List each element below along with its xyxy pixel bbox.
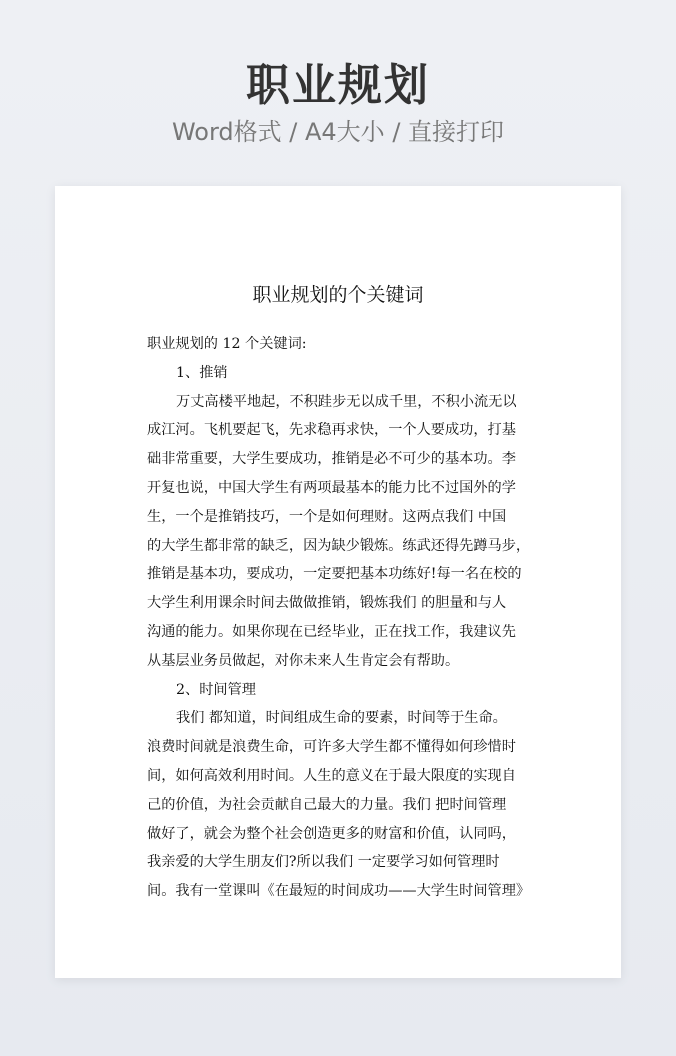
- banner-header: [0, 62, 676, 147]
- document-line: 础非常重要，大学生要成功，推销是必不可少的基本功。李: [147, 451, 516, 468]
- document-line: 生，一个是推销技巧，一个是如何理财。这两点我们 中国: [147, 508, 507, 525]
- document-line: 我亲爱的大学生朋友们?所以我们 一定要学习如何管理时: [147, 854, 500, 871]
- document-line: 浪费时间就是浪费生命，可许多大学生都不懂得如何珍惜时: [147, 739, 516, 756]
- document-line: 沟通的能力。如果你现在已经毕业，正在找工作，我建议先: [147, 623, 516, 640]
- document-title: 职业规划的个关键词: [252, 284, 424, 306]
- document-line: 间，如何高效利用时间。人生的意义在于最大限度的实现自: [147, 767, 516, 784]
- document-line: 大学生利用课余时间去做做推销，锻炼我们 的胆量和与人: [147, 595, 507, 612]
- document-line: 间。我有一堂课叫《在最短的时间成功——大学生时间管理》: [147, 883, 531, 900]
- document-line: 开复也说，中国大学生有两项最基本的能力比不过国外的学: [147, 479, 516, 496]
- document-line: 2、时间管理: [176, 681, 256, 698]
- document-line: 1、推销: [176, 364, 228, 381]
- document-line: 己的价值，为社会贡献自己最大的力量。我们 把时间管理: [147, 796, 507, 813]
- document-line: 成江河。飞机要起飞，先求稳再求快，一个人要成功，打基: [147, 422, 516, 439]
- document-line: 做好了，就会为整个社会创造更多的财富和价值，认同吗，: [147, 825, 516, 842]
- document-line: 的大学生都非常的缺乏，因为缺少锻炼。练武还得先蹲马步，: [147, 537, 531, 554]
- document-line: 万丈高楼平地起，不积跬步无以成千里，不积小流无以: [176, 393, 517, 410]
- document-body: [147, 330, 543, 906]
- document-line: 推销是基本功，要成功，一定要把基本功练好!每一名在校的: [147, 566, 522, 583]
- banner-title: 职业规划: [246, 60, 430, 111]
- banner-subtitle: Word格式 / A4大小 / 直接打印: [171, 118, 505, 147]
- document-line: 我们 都知道，时间组成生命的要素，时间等于生命。: [176, 710, 507, 727]
- document-page: [55, 186, 621, 978]
- document-line: 职业规划的 12 个关键词:: [147, 336, 307, 352]
- document-line: 从基层业务员做起，对你未来人生肯定会有帮助。: [147, 652, 460, 669]
